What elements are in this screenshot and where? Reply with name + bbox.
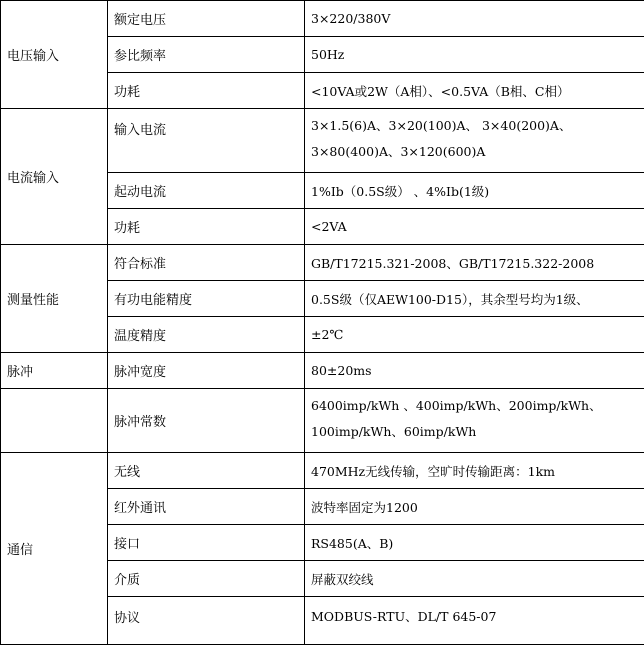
row-label-pulse-constant: 脉冲常数 bbox=[108, 389, 305, 453]
row-value-pulse-width: 80±20ms bbox=[305, 353, 644, 389]
table-row bbox=[1, 453, 644, 489]
row-label-rated-voltage: 额定电压 bbox=[108, 1, 305, 37]
group-pulse: 脉冲 bbox=[1, 353, 108, 389]
row-label-pulse-width: 脉冲宽度 bbox=[108, 353, 305, 389]
row-label-input-current: 输入电流 bbox=[108, 109, 305, 173]
row-value-wireless: 470MHz无线传输，空旷时传输距离：1km bbox=[305, 453, 644, 489]
row-label-reference-frequency: 参比频率 bbox=[108, 37, 305, 73]
row-label-standard: 符合标准 bbox=[108, 245, 305, 281]
table-row bbox=[1, 389, 644, 453]
row-label-temperature-accuracy: 温度精度 bbox=[108, 317, 305, 353]
row-label-protocol: 协议 bbox=[108, 597, 305, 645]
row-value-interface: RS485(A、B) bbox=[305, 525, 644, 561]
table-row bbox=[1, 109, 644, 173]
table-row bbox=[1, 353, 644, 389]
row-value-starting-current: 1%Ib（0.5S级） 、4%Ib(1级) bbox=[305, 173, 644, 209]
group-voltage-input: 电压输入 bbox=[1, 1, 108, 109]
group-empty bbox=[1, 389, 108, 453]
row-value-temperature-accuracy: ±2℃ bbox=[305, 317, 644, 353]
row-value-rated-voltage: 3×220/380V bbox=[305, 1, 644, 37]
group-current-input: 电流输入 bbox=[1, 109, 108, 245]
row-label-active-energy-accuracy: 有功电能精度 bbox=[108, 281, 305, 317]
row-value-current-power-consumption: <2VA bbox=[305, 209, 644, 245]
row-value-reference-frequency: 50Hz bbox=[305, 37, 644, 73]
row-label-interface: 接口 bbox=[108, 525, 305, 561]
row-value-active-energy-accuracy: 0.5S级（仅AEW100-D15），其余型号均为1级、 bbox=[305, 281, 644, 317]
row-label-medium: 介质 bbox=[108, 561, 305, 597]
row-label-voltage-power-consumption: 功耗 bbox=[108, 73, 305, 109]
row-value-standard: GB/T17215.321-2008、GB/T17215.322-2008 bbox=[305, 245, 644, 281]
row-label-starting-current: 起动电流 bbox=[108, 173, 305, 209]
group-communication: 通信 bbox=[1, 453, 108, 645]
table-row bbox=[1, 1, 644, 37]
row-label-current-power-consumption: 功耗 bbox=[108, 209, 305, 245]
row-value-protocol: MODBUS-RTU、DL/T 645-07 bbox=[305, 597, 644, 645]
row-value-infrared: 波特率固定为1200 bbox=[305, 489, 644, 525]
row-label-wireless: 无线 bbox=[108, 453, 305, 489]
row-value-input-current: 3×1.5(6)A、3×20(100)A、 3×40(200)A、3×80(400)A、3×120(600)A bbox=[305, 109, 644, 173]
row-label-infrared: 红外通讯 bbox=[108, 489, 305, 525]
group-measurement: 测量性能 bbox=[1, 245, 108, 353]
row-value-medium: 屏蔽双绞线 bbox=[305, 561, 644, 597]
table-row bbox=[1, 245, 644, 281]
row-value-pulse-constant: 6400imp/kWh 、400imp/kWh、200imp/kWh、100imp/kWh、60imp/kWh bbox=[305, 389, 644, 453]
row-value-voltage-power-consumption: <10VA或2W（A相）、<0.5VA（B相、C相） bbox=[305, 73, 644, 109]
